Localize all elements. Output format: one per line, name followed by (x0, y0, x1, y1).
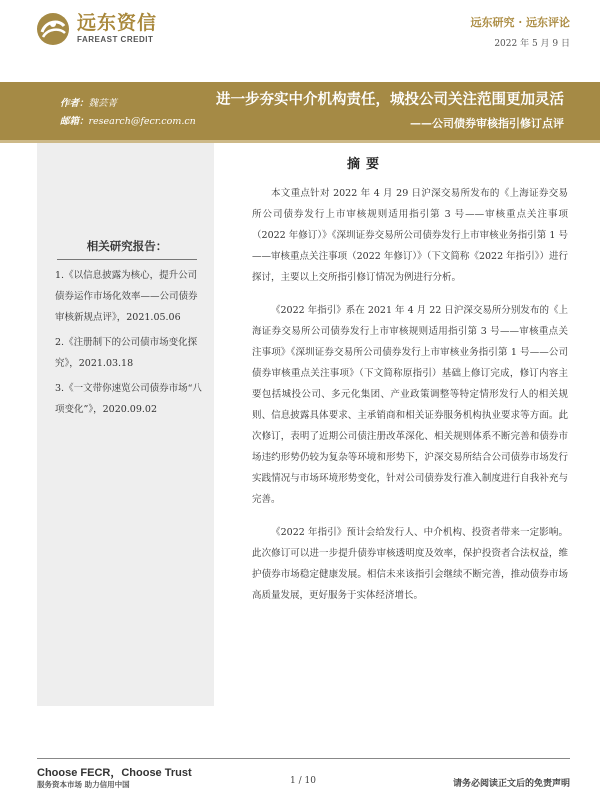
related-reports-list (55, 265, 205, 424)
page-number: 1 / 10 (290, 776, 316, 786)
author-info (60, 95, 196, 131)
abstract-body (252, 183, 568, 618)
email-label: 邮箱： (60, 116, 89, 127)
footer-tagline: 服务资本市场 助力信用中国 (37, 780, 130, 789)
author-name: 魏芸菁 (88, 98, 118, 109)
related-report-item[interactable]: 2.《注册制下的公司债市场变化探究》，2021.03.18 (55, 337, 198, 369)
fareast-logo-icon (36, 12, 70, 46)
related-report-item[interactable]: 3.《一文带你速览公司债券市场“八项变化”》，2020.09.02 (55, 383, 202, 415)
logo-english-name: FAREAST CREDIT (77, 35, 154, 44)
footer-slogan: Choose FECR，Choose Trust (37, 767, 192, 779)
company-logo (36, 12, 157, 46)
sidebar-divider (57, 259, 197, 260)
abstract-paragraph: 本文重点针对 2022 年 4 月 29 日沪深交易所发布的《上海证券交易所公司债券发行上市审核规则适用指引第 3 号——审核重点关注事项（2022 年修订）》《深圳证券交易所公司债券发行上市审核业务指引第 1 号——审核重点关注事项（2022 年修订）》（下文简称《2022 年指引》）进行探讨，主要以上交所指引修订情况为例进行分析。 (252, 188, 568, 283)
report-series: 远东研究 · 远东评论 (470, 16, 570, 29)
footer-disclaimer: 请务必阅读正文后的免责声明 (452, 779, 570, 789)
abstract-heading: 摘要 (347, 157, 386, 172)
related-reports-title: 相关研究报告： (86, 239, 168, 253)
report-title: 进一步夯实中介机构责任，城投公司关注范围更加灵活 (216, 91, 564, 108)
sidebar (37, 143, 214, 706)
related-report-item[interactable]: 1.《以信息披露为核心，提升公司债券运作市场化效率——公司债券审核新规点评》，2021.05.06 (55, 270, 198, 323)
footer-divider (37, 758, 570, 759)
abstract-paragraph: 《2022 年指引》预计会给发行人、中介机构、投资者带来一定影响。此次修订可以进一步提升债券审核透明度及效率，保护投资者合法权益，维护债券市场稳定健康发展。相信未来该指引会继续不断完善，推动债券市场高质量发展，更好服务于实体经济增长。 (252, 527, 568, 601)
abstract-paragraph: 《2022 年指引》系在 2021 年 4 月 22 日沪深交易所分别发布的《上海证券交易所公司债券发行上市审核规则适用指引第 3 号——审核重点关注事项》《深圳证券交易所公司债券发行上市审核业务指引第 1 号——公司债券审核重点关注事项》（下文简称原指引）基础上修订完成，修订内容主要包括城投公司、多元化集团、产业政策调整等特定情形发行人的相关规则、信息披露具体要求、主承销商和相关证券服务机构执业要求等方面。此次修订，表明了近期公司债注册改革深化、相关规则体系不断完善和债券市场违约形势仍较为复杂等环境和形势下，沪深交易所结合公司债券市场发行实践情况与市场环境形势变化，针对公司债券发行准入制度进行自我补充与完善。 (252, 305, 568, 505)
report-subtitle: ——公司债券审核指引修订点评 (410, 117, 564, 130)
author-label: 作者： (60, 98, 89, 109)
report-date: 2022 年 5 月 9 日 (494, 39, 570, 49)
logo-chinese-name: 远东资信 (77, 12, 158, 34)
author-email[interactable]: research@fecr.com.cn (88, 116, 196, 127)
